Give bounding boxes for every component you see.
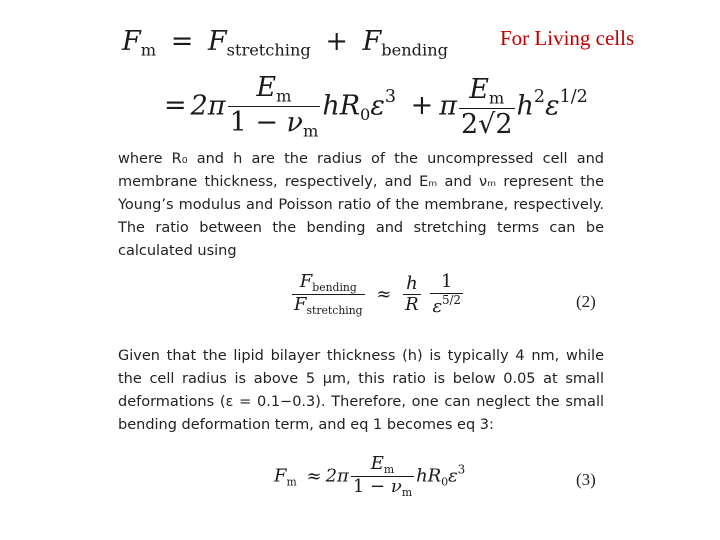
paragraph-definitions: where R₀ and h are the radius of the uncompressed cell and membrane thickness, respectively, and Eₘ and νₘ represent the Young’s modulus and Poisson ratio of the membrane, respectively. The ratio between the bending and stretching terms can be calculated using	[118, 151, 604, 259]
equation-3: $F_m \approx 2\pi$ $\frac{E_m}{1 - \nu_m}$ $hR_0\varepsilon^3$	[274, 453, 466, 499]
fraction-em-over-1-minus-nu: $\frac{E_m}{1 - \nu_m}$	[229, 72, 319, 141]
equation-1-line-2: = 2π $\frac{E_m}{1 - \nu_m}$ $hR_0\varepsilon^3 + \pi$ $\frac{E_m}{2√2}$ $h^2\varepsilon^{1/2}$	[164, 72, 588, 141]
equation-1-line-1: $F_m = F_{stretching} + F_{bending}$	[122, 26, 448, 60]
equation-2-number: (2)	[576, 292, 596, 311]
fraction-em-over-2-sqrt2: $\frac{E_m}{2√2}$	[460, 73, 513, 140]
paragraph-ratio-argument: Given that the lipid bilayer thickness (h) is typically 4 nm, while the cell radius is above 5 μm, this ratio is below 0.05 at small deformations (ε = 0.1−0.3). Therefore, one can neglect the small bending deformation term, and eq 1 becomes eq 3:	[118, 348, 604, 433]
fraction-h-over-r: $\frac{h}{R}$	[405, 272, 419, 316]
slide-title: For Living cells	[500, 26, 635, 50]
equation-3-number: (3)	[576, 470, 596, 489]
fraction-em-over-1-minus-nu-eq3: $\frac{E_m}{1 - \nu_m}$	[352, 453, 413, 499]
equation-2: $\frac{F_{bending}}{F_{stretching}}$ ≈ $\frac{h}{R}$ $\frac{1}{\varepsilon^{5/2}}$	[294, 271, 461, 318]
fraction-bending-over-stretching: $\frac{F_{bending}}{F_{stretching}}$	[294, 271, 363, 318]
fraction-1-over-eps: $\frac{1}{\varepsilon^{5/2}}$	[432, 271, 461, 317]
